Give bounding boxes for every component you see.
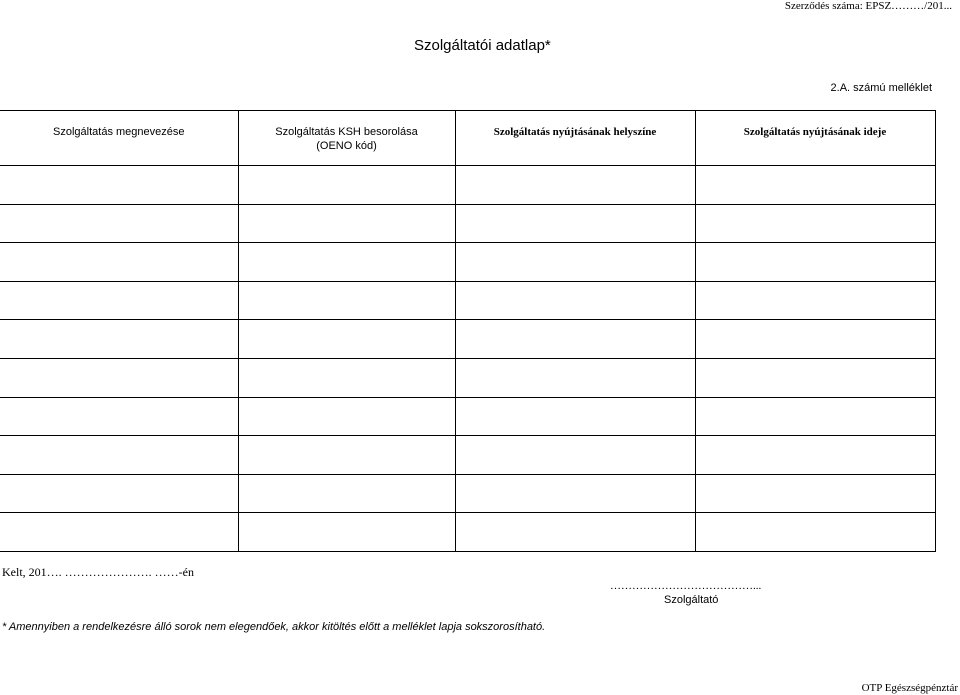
footnote: * Amennyiben a rendelkezésre álló sorok nem elegendőek, akkor kitöltés előtt a melléklet lapja sokszorosítható. [2,621,546,633]
table-row [0,204,935,243]
table-cell[interactable] [455,243,695,282]
table-row [0,513,935,552]
table-cell[interactable] [695,513,935,552]
table-row [0,474,935,513]
table-cell[interactable] [0,397,238,436]
table-cell[interactable] [0,436,238,475]
table-cell[interactable] [695,358,935,397]
footer-organization: OTP Egészségpénztár [861,682,958,694]
table-row [0,243,935,282]
column-header-time: Szolgáltatás nyújtásának ideje [695,111,935,166]
table-cell[interactable] [455,513,695,552]
table-row [0,281,935,320]
table-cell[interactable] [0,474,238,513]
table-cell[interactable] [695,320,935,359]
table-cell[interactable] [0,166,238,205]
table-cell[interactable] [238,281,455,320]
annex-reference: 2.A. számú melléklet [830,82,932,94]
signature-label: Szolgáltató [664,594,719,606]
table-cell[interactable] [455,397,695,436]
column-header-ksh-code [238,111,455,166]
table-row [0,358,935,397]
table-cell[interactable] [238,166,455,205]
table-header-row [0,111,935,166]
table-cell[interactable] [238,243,455,282]
table-cell[interactable] [455,166,695,205]
date-line: Kelt, 201…. …………………. ……-én [2,565,194,579]
table-cell[interactable] [238,358,455,397]
table-cell[interactable] [238,320,455,359]
table-cell[interactable] [455,436,695,475]
table-cell[interactable] [695,397,935,436]
table-row [0,320,935,359]
table-cell[interactable] [695,243,935,282]
table-cell[interactable] [455,204,695,243]
table-cell[interactable] [238,474,455,513]
table-cell[interactable] [0,281,238,320]
table-cell[interactable] [0,358,238,397]
table-body [0,166,935,552]
table-cell[interactable] [0,513,238,552]
table-cell[interactable] [695,436,935,475]
table-row [0,397,935,436]
table-cell[interactable] [238,204,455,243]
table-cell[interactable] [695,281,935,320]
table-cell[interactable] [455,320,695,359]
table-cell[interactable] [455,474,695,513]
signature-line: …………………………………... [610,580,762,592]
table-cell[interactable] [238,397,455,436]
table-cell[interactable] [0,320,238,359]
table-cell[interactable] [455,281,695,320]
contract-number: Szerződés száma: EPSZ………/201... [784,0,952,12]
column-header-location: Szolgáltatás nyújtásának helyszíne [455,111,695,166]
column-header-service-name: Szolgáltatás megnevezése [0,111,238,166]
table-cell[interactable] [455,358,695,397]
table-cell[interactable] [695,166,935,205]
table-cell[interactable] [238,436,455,475]
table-row [0,166,935,205]
table-cell[interactable] [695,474,935,513]
table-row [0,436,935,475]
service-table [0,110,936,552]
column-header-ksh-code-text: Szolgáltatás KSH besorolása (OENO kód) [275,126,418,152]
table-cell[interactable] [238,513,455,552]
table-cell[interactable] [0,204,238,243]
table-cell[interactable] [0,243,238,282]
page-title: Szolgáltatói adatlap* [414,37,551,54]
table-cell[interactable] [695,204,935,243]
